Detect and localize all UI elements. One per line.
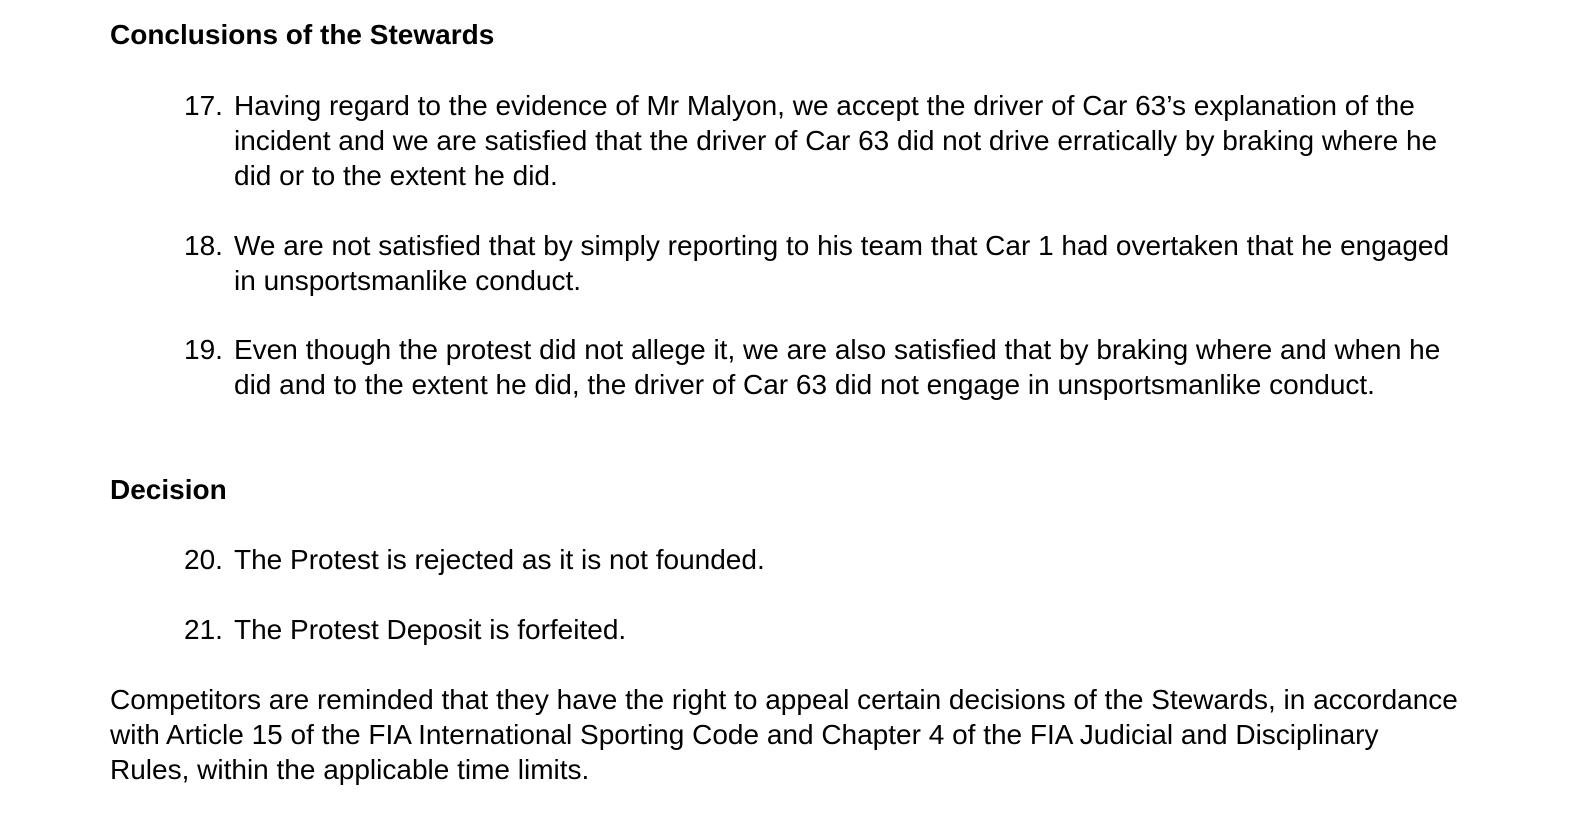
item-text: Even though the protest did not allege it, we are also satisfied that by braking where and when he did and to the extent he did, the driver of Car 63 did not engage in unsportsmanlike conduct.	[234, 334, 1441, 400]
item-number: 19.	[184, 334, 223, 365]
decision-heading: Decision	[110, 474, 227, 505]
item-text: Having regard to the evidence of Mr Malyon, we accept the driver of Car 63’s explanation of the incident and we are satisfied that the driver of Car 63 did not drive erratically by braking where he did or to the extent he did.	[234, 90, 1438, 191]
item-number: 17.	[184, 90, 223, 121]
numbered-item-19	[184, 332, 1474, 402]
numbered-item-18	[184, 228, 1474, 298]
conclusions-heading: Conclusions of the Stewards	[110, 19, 495, 50]
item-text: The Protest Deposit is forfeited.	[234, 614, 627, 645]
item-number: 18.	[184, 230, 223, 261]
appeal-notice-paragraph: Competitors are reminded that they have the right to appeal certain decisions of the Stewards, in accordance with Article 15 of the FIA International Sporting Code and Chapter 4 of the FIA Judicial and Disciplinary Rules, within the applicable time limits.	[110, 684, 1458, 785]
numbered-item-20	[184, 542, 1474, 577]
numbered-item-17	[184, 88, 1474, 193]
item-number: 21.	[184, 614, 223, 645]
item-text: The Protest is rejected as it is not founded.	[234, 544, 765, 575]
item-number: 20.	[184, 544, 223, 575]
item-text: We are not satisfied that by simply reporting to his team that Car 1 had overtaken that he engaged in unsportsmanlike conduct.	[234, 230, 1450, 296]
numbered-item-21	[184, 612, 1474, 647]
